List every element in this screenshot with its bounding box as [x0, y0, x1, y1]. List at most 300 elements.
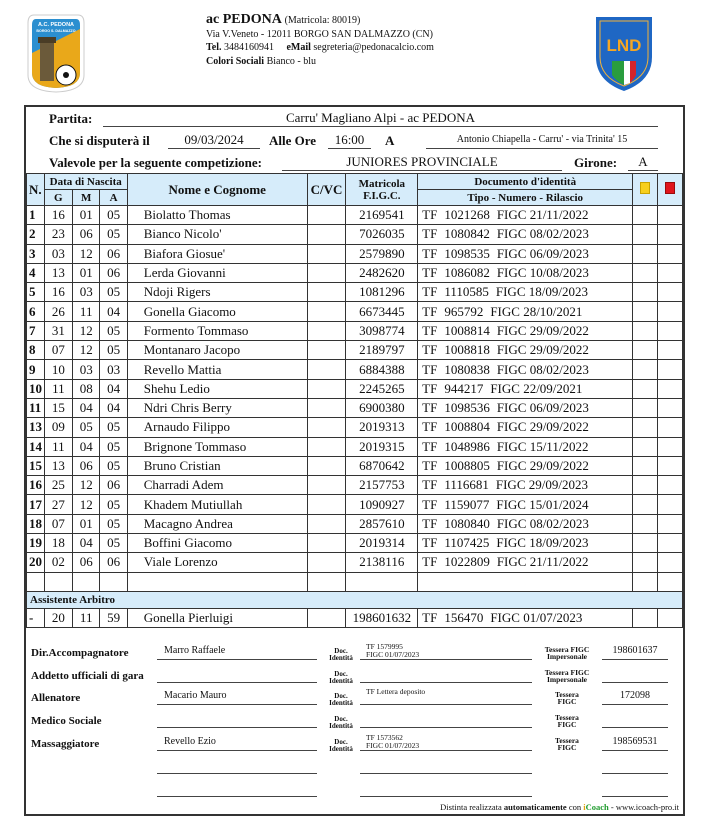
red-card-cell[interactable]: [657, 495, 682, 514]
brand-coach: Coach: [585, 802, 609, 812]
doc-rilascio: FIGC 29/09/2022: [496, 322, 589, 338]
tessera-label-line2: FIGC: [557, 743, 577, 752]
doc-numero: 1159077: [444, 496, 490, 512]
staff-name[interactable]: Macario Mauro: [157, 690, 317, 705]
birth-month: 04: [73, 437, 100, 456]
player-name: Montanaro Jacopo: [127, 341, 307, 360]
players-table: [26, 173, 683, 628]
id-document: [418, 302, 633, 321]
birth-month: 08: [73, 379, 100, 398]
staff-doc[interactable]: [360, 666, 532, 683]
yellow-card-cell[interactable]: [633, 398, 657, 417]
red-card-cell[interactable]: [657, 418, 682, 437]
assistant-section: [27, 591, 683, 608]
table-row: [27, 418, 683, 437]
doc-numero: 1098536: [444, 400, 490, 416]
birth-month: 01: [73, 263, 100, 282]
player-number: 11: [27, 398, 45, 417]
empty-cell[interactable]: [73, 572, 100, 591]
tessera-label: [541, 714, 593, 728]
birth-month: 05: [73, 418, 100, 437]
footer-credit: [440, 802, 679, 812]
table-row: [27, 553, 683, 572]
birth-year: 06: [100, 263, 127, 282]
empty-cell[interactable]: [100, 572, 127, 591]
club-logo: [26, 13, 86, 93]
matricola-figc: 2189797: [346, 341, 418, 360]
birth-year: 06: [100, 476, 127, 495]
yellow-card-cell[interactable]: [633, 437, 657, 456]
yellow-card-cell[interactable]: [633, 495, 657, 514]
tessera-label-line1: Tessera FIGC: [544, 668, 590, 677]
col-yellow-card: [633, 174, 657, 206]
birth-day: 26: [44, 302, 72, 321]
staff-name[interactable]: Revello Ezio: [157, 736, 317, 751]
footer-bold: automaticamente: [503, 802, 567, 812]
player-number: -: [27, 608, 45, 627]
doc-label: [325, 648, 357, 662]
captain-cell[interactable]: [307, 206, 346, 225]
staff-role: Massaggiatore: [31, 738, 100, 750]
staff-doc[interactable]: [360, 711, 532, 728]
tessera-label-line1: Tessera: [555, 690, 579, 699]
birth-day: 10: [44, 360, 72, 379]
footer-con: con: [568, 802, 582, 812]
birth-day: 20: [44, 608, 72, 627]
doc-numero: 1022809: [444, 554, 490, 570]
birth-month: 12: [73, 476, 100, 495]
staff-tessera[interactable]: [602, 713, 668, 728]
empty-cell[interactable]: [307, 572, 346, 591]
red-card-cell[interactable]: [657, 476, 682, 495]
competition-label: Valevole per la seguente competizione:: [49, 155, 263, 170]
red-card-cell[interactable]: [657, 283, 682, 302]
svg-text:BORGO S. DALMAZZO: BORGO S. DALMAZZO: [36, 29, 76, 33]
table-row: [27, 225, 683, 244]
staff-name[interactable]: [157, 668, 317, 683]
svg-text:LND: LND: [606, 36, 642, 55]
doc-label-line2: Identità: [329, 745, 353, 753]
captain-cell[interactable]: [307, 456, 346, 475]
blank-line[interactable]: [157, 796, 317, 797]
yellow-card-cell[interactable]: [633, 302, 657, 321]
birth-year: 05: [100, 283, 127, 302]
captain-cell[interactable]: [307, 360, 346, 379]
player-number: 8: [27, 341, 45, 360]
birth-year: 05: [100, 206, 127, 225]
birth-day: 31: [44, 321, 72, 340]
table-row: [27, 379, 683, 398]
doc-rilascio: FIGC 29/09/2022: [496, 458, 589, 473]
birth-year: 05: [100, 495, 127, 514]
tessera-label-line1: Tessera: [555, 713, 579, 722]
staff-doc[interactable]: [360, 643, 532, 660]
staff-role: Allenatore: [31, 692, 81, 704]
yellow-card-cell[interactable]: [633, 263, 657, 282]
staff-role: Dir.Accompagnatore: [31, 647, 129, 659]
yellow-card-cell[interactable]: [633, 379, 657, 398]
table-row: [27, 514, 683, 533]
staff-doc-line2: FIGC 01/07/2023: [366, 741, 420, 750]
captain-cell[interactable]: [307, 514, 346, 533]
doc-rilascio: FIGC 06/09/2023: [496, 245, 589, 261]
staff-tessera[interactable]: 172098: [602, 690, 668, 705]
staff-tessera[interactable]: [602, 668, 668, 683]
birth-month: 12: [73, 341, 100, 360]
table-row: [27, 244, 683, 263]
staff-doc-line1: TF Lettera deposito: [366, 687, 426, 696]
doc-numero: 1116681: [444, 477, 489, 493]
captain-cell[interactable]: [307, 398, 346, 417]
player-number: 14: [27, 437, 45, 456]
doc-rilascio: FIGC 15/01/2024: [496, 496, 589, 512]
birth-day: 16: [44, 206, 72, 225]
matricola-figc: 1090927: [346, 495, 418, 514]
club-info: [206, 13, 434, 68]
captain-cell[interactable]: [307, 418, 346, 437]
birth-day: 11: [44, 379, 72, 398]
empty-cell[interactable]: [44, 572, 72, 591]
match-place: Antonio Chiapella - Carru' - via Trinita' 15: [426, 132, 658, 149]
red-card-cell[interactable]: [657, 608, 682, 627]
time-label: Alle Ore: [269, 133, 317, 148]
player-number: 15: [27, 456, 45, 475]
table-row: [27, 206, 683, 225]
tessera-label-line2: Impersonale: [547, 652, 587, 661]
id-document: [418, 379, 633, 398]
matricola-figc: 2138116: [346, 553, 418, 572]
empty-row: [27, 572, 683, 591]
yellow-card-cell[interactable]: [633, 341, 657, 360]
id-document: [418, 321, 633, 340]
table-row: [27, 456, 683, 475]
player-number: 17: [27, 495, 45, 514]
doc-tipo: TF: [422, 322, 438, 338]
staff-doc[interactable]: [360, 688, 532, 705]
doc-numero: 1080840: [444, 515, 490, 531]
club-email[interactable]: segreteria@pedonacalcio.com: [313, 42, 434, 53]
matricola-figc: 2019314: [346, 534, 418, 553]
birth-day: 18: [44, 534, 72, 553]
club-matricola: (Matricola: 80019): [284, 15, 361, 26]
player-name: Boffini Giacomo: [127, 534, 307, 553]
player-number: 20: [27, 553, 45, 572]
birth-day: 16: [44, 283, 72, 302]
yellow-card-cell[interactable]: [633, 476, 657, 495]
col-matricola-line2: F.I.G.C.: [363, 189, 401, 202]
doc-numero: 156470: [444, 610, 484, 626]
red-card-icon: [665, 182, 675, 194]
birth-day: 15: [44, 398, 72, 417]
captain-cell[interactable]: [307, 263, 346, 282]
captain-cell[interactable]: [307, 321, 346, 340]
captain-cell[interactable]: [307, 302, 346, 321]
red-card-cell[interactable]: [657, 379, 682, 398]
table-row: [27, 321, 683, 340]
birth-day: 07: [44, 514, 72, 533]
tessera-label-line1: Tessera FIGC: [544, 645, 590, 654]
doc-label-line2: Identità: [329, 699, 353, 707]
empty-cell[interactable]: [27, 572, 45, 591]
doc-tipo: TF: [422, 496, 438, 512]
doc-numero: 1021268: [444, 207, 490, 223]
birth-year: 04: [100, 302, 127, 321]
player-name: Gonella Pierluigi: [127, 608, 307, 627]
doc-rilascio: FIGC 29/09/2022: [496, 342, 589, 358]
doc-tipo: TF: [422, 610, 438, 626]
tessera-label: [541, 737, 593, 751]
birth-day: 09: [44, 418, 72, 437]
footer-url[interactable]: - www.icoach-pro.it: [610, 802, 679, 812]
captain-cell[interactable]: [307, 283, 346, 302]
lnd-shield-icon: [592, 13, 656, 93]
captain-cell[interactable]: [307, 553, 346, 572]
table-row: [27, 398, 683, 417]
table-row: [27, 283, 683, 302]
red-card-cell[interactable]: [657, 398, 682, 417]
yellow-card-cell[interactable]: [633, 244, 657, 263]
staff-role: Medico Sociale: [31, 715, 102, 727]
birth-day: 23: [44, 225, 72, 244]
doc-label: [325, 739, 357, 753]
yellow-card-cell[interactable]: [633, 321, 657, 340]
empty-cell[interactable]: [127, 572, 307, 591]
red-card-cell[interactable]: [657, 534, 682, 553]
doc-tipo: TF: [422, 207, 438, 223]
email-label: eMail: [286, 42, 311, 53]
girone-label: Girone:: [574, 155, 618, 170]
club-name: ac PEDONA: [206, 12, 282, 27]
birth-year: 05: [100, 321, 127, 340]
player-name: Lerda Giovanni: [127, 263, 307, 282]
red-card-cell[interactable]: [657, 321, 682, 340]
tessera-label-line2: FIGC: [557, 697, 577, 706]
table-row: [27, 437, 683, 456]
player-name: Macagno Andrea: [127, 514, 307, 533]
player-name: Viale Lorenzo: [127, 553, 307, 572]
doc-rilascio: FIGC 06/09/2023: [496, 400, 589, 416]
matricola-figc: 2169541: [346, 206, 418, 225]
red-card-cell[interactable]: [657, 514, 682, 533]
partita-value: Carru' Magliano Alpi - ac PEDONA: [103, 110, 658, 127]
staff-tessera[interactable]: 198569531: [602, 736, 668, 751]
empty-cell[interactable]: [418, 572, 633, 591]
doc-tipo: TF: [422, 477, 438, 493]
birth-year: 05: [100, 437, 127, 456]
yellow-card-cell[interactable]: [633, 283, 657, 302]
doc-rilascio: FIGC 18/09/2023: [496, 535, 589, 551]
staff-tessera[interactable]: 198601637: [602, 645, 668, 660]
doc-numero: 1008805: [444, 458, 490, 473]
empty-cell[interactable]: [657, 572, 682, 591]
id-document: [418, 206, 633, 225]
yellow-card-cell[interactable]: [633, 514, 657, 533]
staff-doc[interactable]: [360, 734, 532, 751]
player-number: 3: [27, 244, 45, 263]
doc-numero: 1107425: [444, 535, 490, 551]
captain-cell[interactable]: [307, 495, 346, 514]
tessera-label-line2: FIGC: [557, 720, 577, 729]
matricola-figc: 2857610: [346, 514, 418, 533]
birth-month: 06: [73, 456, 100, 475]
blank-line[interactable]: [157, 773, 317, 774]
player-number: 10: [27, 379, 45, 398]
birth-year: 06: [100, 244, 127, 263]
matricola-figc: 3098774: [346, 321, 418, 340]
blank-line[interactable]: [602, 773, 668, 774]
tessera-label: [541, 646, 593, 660]
player-name: Gonella Giacomo: [127, 302, 307, 321]
id-document: [418, 341, 633, 360]
birth-day: 07: [44, 341, 72, 360]
red-card-cell[interactable]: [657, 456, 682, 475]
yellow-card-cell[interactable]: [633, 206, 657, 225]
id-document: [418, 360, 633, 379]
player-name: Brignone Tommaso: [127, 437, 307, 456]
birth-day: 13: [44, 263, 72, 282]
id-document: [418, 437, 633, 456]
doc-rilascio: FIGC 10/08/2023: [496, 265, 589, 281]
tessera-label: [541, 691, 593, 705]
yellow-card-cell[interactable]: [633, 456, 657, 475]
red-card-cell[interactable]: [657, 206, 682, 225]
matricola-figc: 198601632: [346, 608, 418, 627]
staff-role: Addetto ufficiali di gara: [31, 670, 144, 682]
birth-year: 05: [100, 456, 127, 475]
captain-cell[interactable]: [307, 341, 346, 360]
birth-month: 04: [73, 534, 100, 553]
player-number: 18: [27, 514, 45, 533]
player-number: 19: [27, 534, 45, 553]
doc-tipo: TF: [422, 265, 438, 281]
doc-rilascio: FIGC 22/09/2021: [490, 380, 583, 396]
doc-numero: 1110585: [444, 284, 489, 300]
col-doc: Documento d'identità: [418, 174, 633, 190]
red-card-cell[interactable]: [657, 244, 682, 263]
doc-label-line1: Doc.: [334, 670, 348, 678]
yellow-card-cell[interactable]: [633, 360, 657, 379]
doc-tipo: TF: [422, 303, 438, 319]
birth-day: 25: [44, 476, 72, 495]
captain-cell[interactable]: [307, 534, 346, 553]
doc-numero: 1008814: [444, 322, 490, 338]
staff-name[interactable]: Marro Raffaele: [157, 645, 317, 660]
captain-cell[interactable]: [307, 608, 346, 627]
col-doc-sub: Tipo - Numero - Rilascio: [418, 190, 633, 206]
doc-label-line2: Identità: [329, 677, 353, 685]
club-colors: Bianco - blu: [266, 55, 316, 67]
red-card-cell[interactable]: [657, 437, 682, 456]
player-name: Bruno Cristian: [127, 456, 307, 475]
competition-value: JUNIORES PROVINCIALE: [282, 154, 562, 171]
staff-name[interactable]: [157, 713, 317, 728]
doc-tipo: TF: [422, 535, 438, 551]
birth-year: 59: [100, 608, 127, 627]
birth-day: 27: [44, 495, 72, 514]
matricola-figc: 2019315: [346, 437, 418, 456]
matricola-figc: 2245265: [346, 379, 418, 398]
empty-cell[interactable]: [346, 572, 418, 591]
doc-tipo: TF: [422, 226, 438, 242]
yellow-card-cell[interactable]: [633, 553, 657, 572]
doc-numero: 965792: [444, 303, 484, 319]
date-label: Che si disputerà il: [49, 133, 150, 148]
match-date: 09/03/2024: [168, 132, 260, 149]
player-name: Charradi Adem: [127, 476, 307, 495]
table-row: [27, 302, 683, 321]
id-document: [418, 398, 633, 417]
blank-line[interactable]: [602, 796, 668, 797]
red-card-cell[interactable]: [657, 263, 682, 282]
player-number: 6: [27, 302, 45, 321]
birth-month: 03: [73, 360, 100, 379]
red-card-cell[interactable]: [657, 225, 682, 244]
birth-year: 05: [100, 514, 127, 533]
red-card-cell[interactable]: [657, 553, 682, 572]
captain-cell[interactable]: [307, 379, 346, 398]
player-number: 16: [27, 476, 45, 495]
birth-day: 13: [44, 456, 72, 475]
birth-month: 11: [73, 608, 100, 627]
id-document: [418, 514, 633, 533]
yellow-card-cell[interactable]: [633, 418, 657, 437]
col-matricola: [346, 174, 418, 206]
yellow-card-cell[interactable]: [633, 225, 657, 244]
birth-month: 06: [73, 553, 100, 572]
matricola-figc: 6673445: [346, 302, 418, 321]
doc-label-line1: Doc.: [334, 647, 348, 655]
col-cvc: C/VC: [307, 174, 346, 206]
id-document: [418, 225, 633, 244]
doc-label: [325, 693, 357, 707]
doc-numero: 1008818: [444, 342, 490, 358]
doc-tipo: TF: [422, 342, 438, 358]
doc-label-line1: Doc.: [334, 738, 348, 746]
matricola-figc: 2579890: [346, 244, 418, 263]
captain-cell[interactable]: [307, 437, 346, 456]
doc-numero: 1098535: [444, 245, 490, 261]
red-card-cell[interactable]: [657, 302, 682, 321]
red-card-cell[interactable]: [657, 360, 682, 379]
blank-line[interactable]: [360, 796, 532, 797]
table-row: [27, 263, 683, 282]
doc-rilascio: FIGC 08/02/2023: [496, 226, 589, 242]
tessera-label: [541, 669, 593, 683]
captain-cell[interactable]: [307, 225, 346, 244]
yellow-card-cell[interactable]: [633, 534, 657, 553]
birth-month: 11: [73, 302, 100, 321]
id-document: [418, 456, 633, 475]
birth-month: 01: [73, 206, 100, 225]
yellow-card-cell[interactable]: [633, 608, 657, 627]
birth-month: 03: [73, 283, 100, 302]
captain-cell[interactable]: [307, 476, 346, 495]
red-card-cell[interactable]: [657, 341, 682, 360]
id-document: [418, 244, 633, 263]
doc-tipo: TF: [422, 400, 438, 416]
player-number: 4: [27, 263, 45, 282]
yellow-card-icon: [640, 182, 650, 194]
birth-year: 04: [100, 379, 127, 398]
assistant-section-title: Assistente Arbitro: [27, 591, 683, 608]
empty-cell[interactable]: [633, 572, 657, 591]
birth-month: 04: [73, 398, 100, 417]
staff-doc-line1: TF 1579995: [366, 642, 403, 651]
captain-cell[interactable]: [307, 244, 346, 263]
blank-line[interactable]: [360, 773, 532, 774]
doc-tipo: TF: [422, 515, 438, 531]
doc-tipo: TF: [422, 438, 438, 454]
